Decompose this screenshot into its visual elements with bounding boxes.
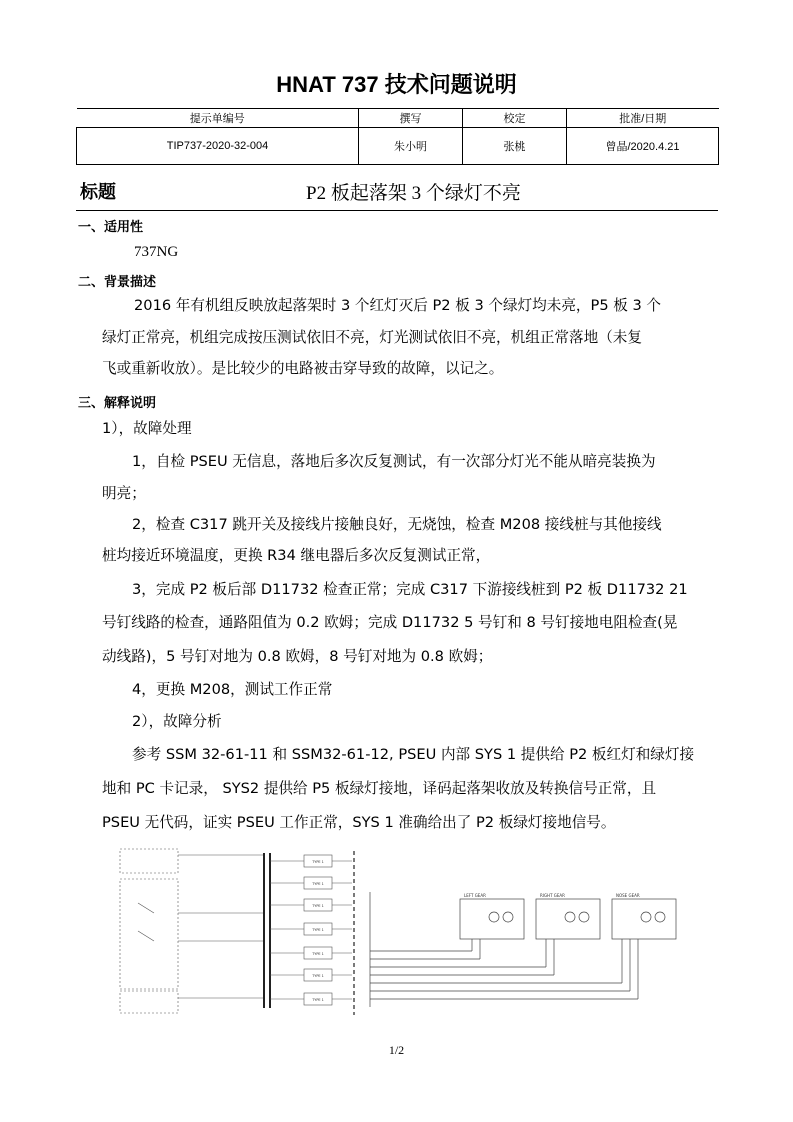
meta-table <box>76 108 719 165</box>
nose-gear-label: NOSE GEAR <box>616 893 640 898</box>
meta-reviewer: 张桃 <box>463 128 567 165</box>
meta-author: 朱小明 <box>359 128 463 165</box>
meta-header-row <box>77 109 719 128</box>
meta-header-approval: 批准/日期 <box>567 109 719 128</box>
item1-line: 明亮； <box>102 485 146 502</box>
analysis-line: 参考 SSM 32-61-11 和 SSM32-61-12, PSEU 内部 SYS 1 提供给 P2 板红灯和绿灯接 <box>132 746 695 763</box>
item3-line: 号钉线路的检查，通路阻值为 0.2 欧姆；完成 D11732 5 号钉和 8 号钉接地电阻检查(晃 <box>102 614 678 631</box>
relay-label: TYPE 1 <box>312 882 324 886</box>
gear-light-wiring-diagram <box>368 887 718 1013</box>
pseu-schematic-diagram <box>118 843 370 1017</box>
subject-row <box>76 170 718 211</box>
item4-line: 4，更换 M208，测试工作正常 <box>132 681 333 698</box>
background-line: 飞或重新收放）。是比较少的电路被击穿导致的故障，以记之。 <box>102 360 504 377</box>
subject-text: P2 板起落架 3 个绿灯不亮 <box>306 183 521 204</box>
right-gear-label: RIGHT GEAR <box>540 893 565 898</box>
background-line: 2016 年有机组反映放起落架时 3 个红灯灭后 P2 板 3 个绿灯均未亮，P5 板 3 个 <box>134 297 661 314</box>
item3-line: 动线路)，5 号钉对地为 0.8 欧姆，8 号钉对地为 0.8 欧姆； <box>102 648 493 665</box>
left-gear-label: LEFT GEAR <box>464 893 486 898</box>
wiring-diagram-figure <box>118 843 720 1023</box>
item3-line: 3，完成 P2 板后部 D11732 检查正常；完成 C317 下游接线桩到 P2 板 D11732 21 <box>132 581 688 598</box>
section-background-heading: 二、背景描述 <box>78 275 157 290</box>
relay-label: TYPE 1 <box>312 952 324 956</box>
meta-header-tip-number: 提示单编号 <box>77 109 359 128</box>
relay-label: TYPE 1 <box>312 928 324 932</box>
analysis-line: PSEU 无代码，证实 PSEU 工作正常，SYS 1 准确给出了 P2 板绿灯接地信号。 <box>102 814 616 831</box>
subject-label: 标题 <box>80 182 116 203</box>
page-number: 1/2 <box>388 1043 405 1057</box>
item1-line: 1，自检 PSEU 无信息，落地后多次反复测试，有一次部分灯光不能从暗亮装换为 <box>132 453 656 470</box>
relay-label: TYPE 1 <box>312 998 324 1002</box>
relay-label: TYPE 1 <box>312 974 324 978</box>
meta-header-author: 撰写 <box>359 109 463 128</box>
meta-tip-number: TIP737-2020-32-004 <box>77 128 359 165</box>
analysis-line: 地和 PC 卡记录， SYS2 提供给 P5 板绿灯接地，译码起落架收放及转换信号正常，且 <box>102 780 657 797</box>
background-line: 绿灯正常亮，机组完成按压测试依旧不亮，灯光测试依旧不亮，机组正常落地（未复 <box>102 329 642 346</box>
relay-label: TYPE 1 <box>312 904 324 908</box>
document-title: HNAT 737 技术问题说明 <box>276 72 517 97</box>
item2-line: 桩均接近环境温度，更换 R34 继电器后多次反复测试正常， <box>102 547 491 564</box>
subsection-fault-handling: 1），故障处理 <box>102 420 192 437</box>
meta-header-reviewer: 校定 <box>463 109 567 128</box>
section-applicability-heading: 一、适用性 <box>78 220 144 235</box>
meta-value-row <box>77 128 719 165</box>
item2-line: 2，检查 C317 跳开关及接线片接触良好，无烧蚀，检查 M208 接线桩与其他接线 <box>132 516 662 533</box>
applicability-body: 737NG <box>134 244 179 260</box>
subsection-fault-analysis: 2），故障分析 <box>132 713 222 730</box>
section-explanation-heading: 三、解释说明 <box>78 396 157 411</box>
relay-label: TYPE 1 <box>312 860 324 864</box>
meta-approval: 曾晶/2020.4.21 <box>567 128 719 165</box>
